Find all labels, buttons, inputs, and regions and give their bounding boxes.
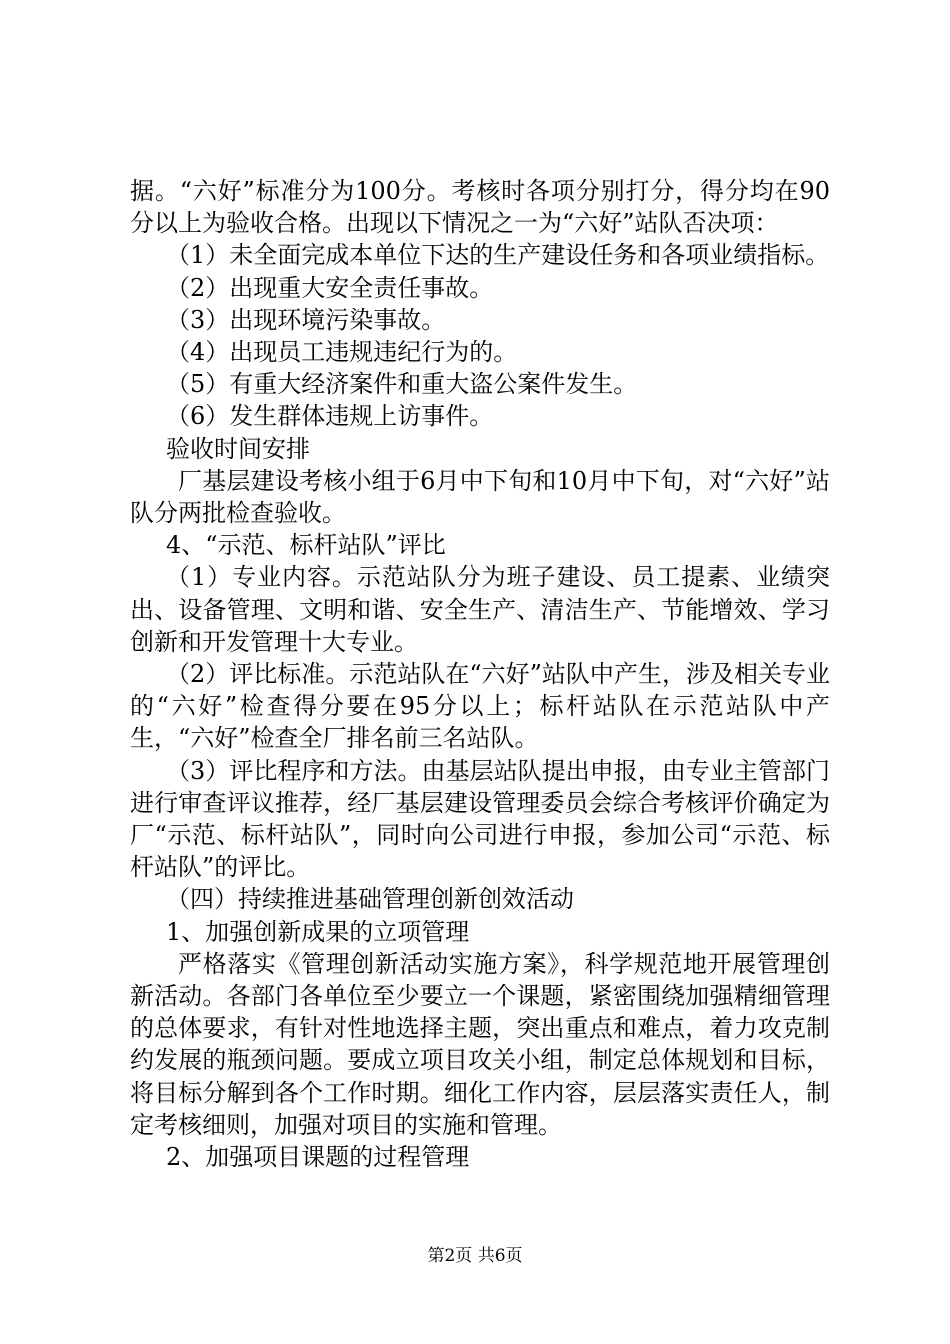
paragraph-veto-item-3: （3）出现环境污染事故。 <box>166 305 446 334</box>
heading-acceptance-schedule: 验收时间安排 <box>166 434 310 463</box>
document-body <box>130 175 830 1173</box>
paragraph-professional-content: （1）专业内容。示范站队分为班子建设、员工提素、业绩突出、设备管理、文明和谐、安全生产、清洁生产、节能增效、学习创新和开发管理十大专业。 <box>130 563 830 656</box>
heading-innovation-project-management: 1、加强创新成果的立项管理 <box>166 917 470 946</box>
paragraph-veto-item-4: （4）出现员工违规违纪行为的。 <box>166 338 518 367</box>
paragraph-veto-item-1: （1）未全面完成本单位下达的生产建设任务和各项业绩指标。 <box>166 241 830 270</box>
paragraph-scoring-criteria: 据。“六好”标准分为100分。考核时各项分别打分，得分均在90分以上为验收合格。出现以下情况之一为“六好”站队否决项： <box>130 177 830 238</box>
heading-model-benchmark-evaluation: 4、“示范、标杆站队”评比 <box>166 531 446 560</box>
paragraph-evaluation-procedure: （3）评比程序和方法。由基层站队提出申报，由专业主管部门进行审查评议推荐，经厂基层建设管理委员会综合考核评价确定为厂“示范、标杆站队”，同时向公司进行申报，参加公司“示范、标杆站队”的评比。 <box>130 756 830 882</box>
paragraph-veto-item-6: （6）发生群体违规上访事件。 <box>166 402 494 431</box>
paragraph-innovation-project-management: 严格落实《管理创新活动实施方案》，科学规范地开展管理创新活动。各部门各单位至少要立一个课题，紧密围绕加强精细管理的总体要求，有针对性地选择主题，突出重点和难点，着力攻克制约发展的瓶颈问题。要成立项目攻关小组，制定总体规划和目标，将目标分解到各个工作时期。细化工作内容，层层落实责任人，制定考核细则，加强对项目的实施和管理。 <box>130 949 830 1139</box>
page-number-footer: 第2页 共6页 <box>427 1246 523 1266</box>
paragraph-veto-item-2: （2）出现重大安全责任事故。 <box>166 273 494 302</box>
paragraph-evaluation-standard: （2）评比标准。示范站队在“六好”站队中产生，涉及相关专业的“六好”检查得分要在95分以上；标杆站队在示范站队中产生，“六好”检查全厂排名前三名站队。 <box>130 660 830 753</box>
paragraph-acceptance-schedule: 厂基层建设考核小组于6月中下旬和10月中下旬，对“六好”站队分两批检查验收。 <box>130 466 830 528</box>
heading-section-four: （四）持续推进基础管理创新创效活动 <box>166 885 574 914</box>
paragraph-veto-item-5: （5）有重大经济案件和重大盗公案件发生。 <box>166 370 638 399</box>
heading-project-process-management: 2、加强项目课题的过程管理 <box>166 1143 470 1172</box>
